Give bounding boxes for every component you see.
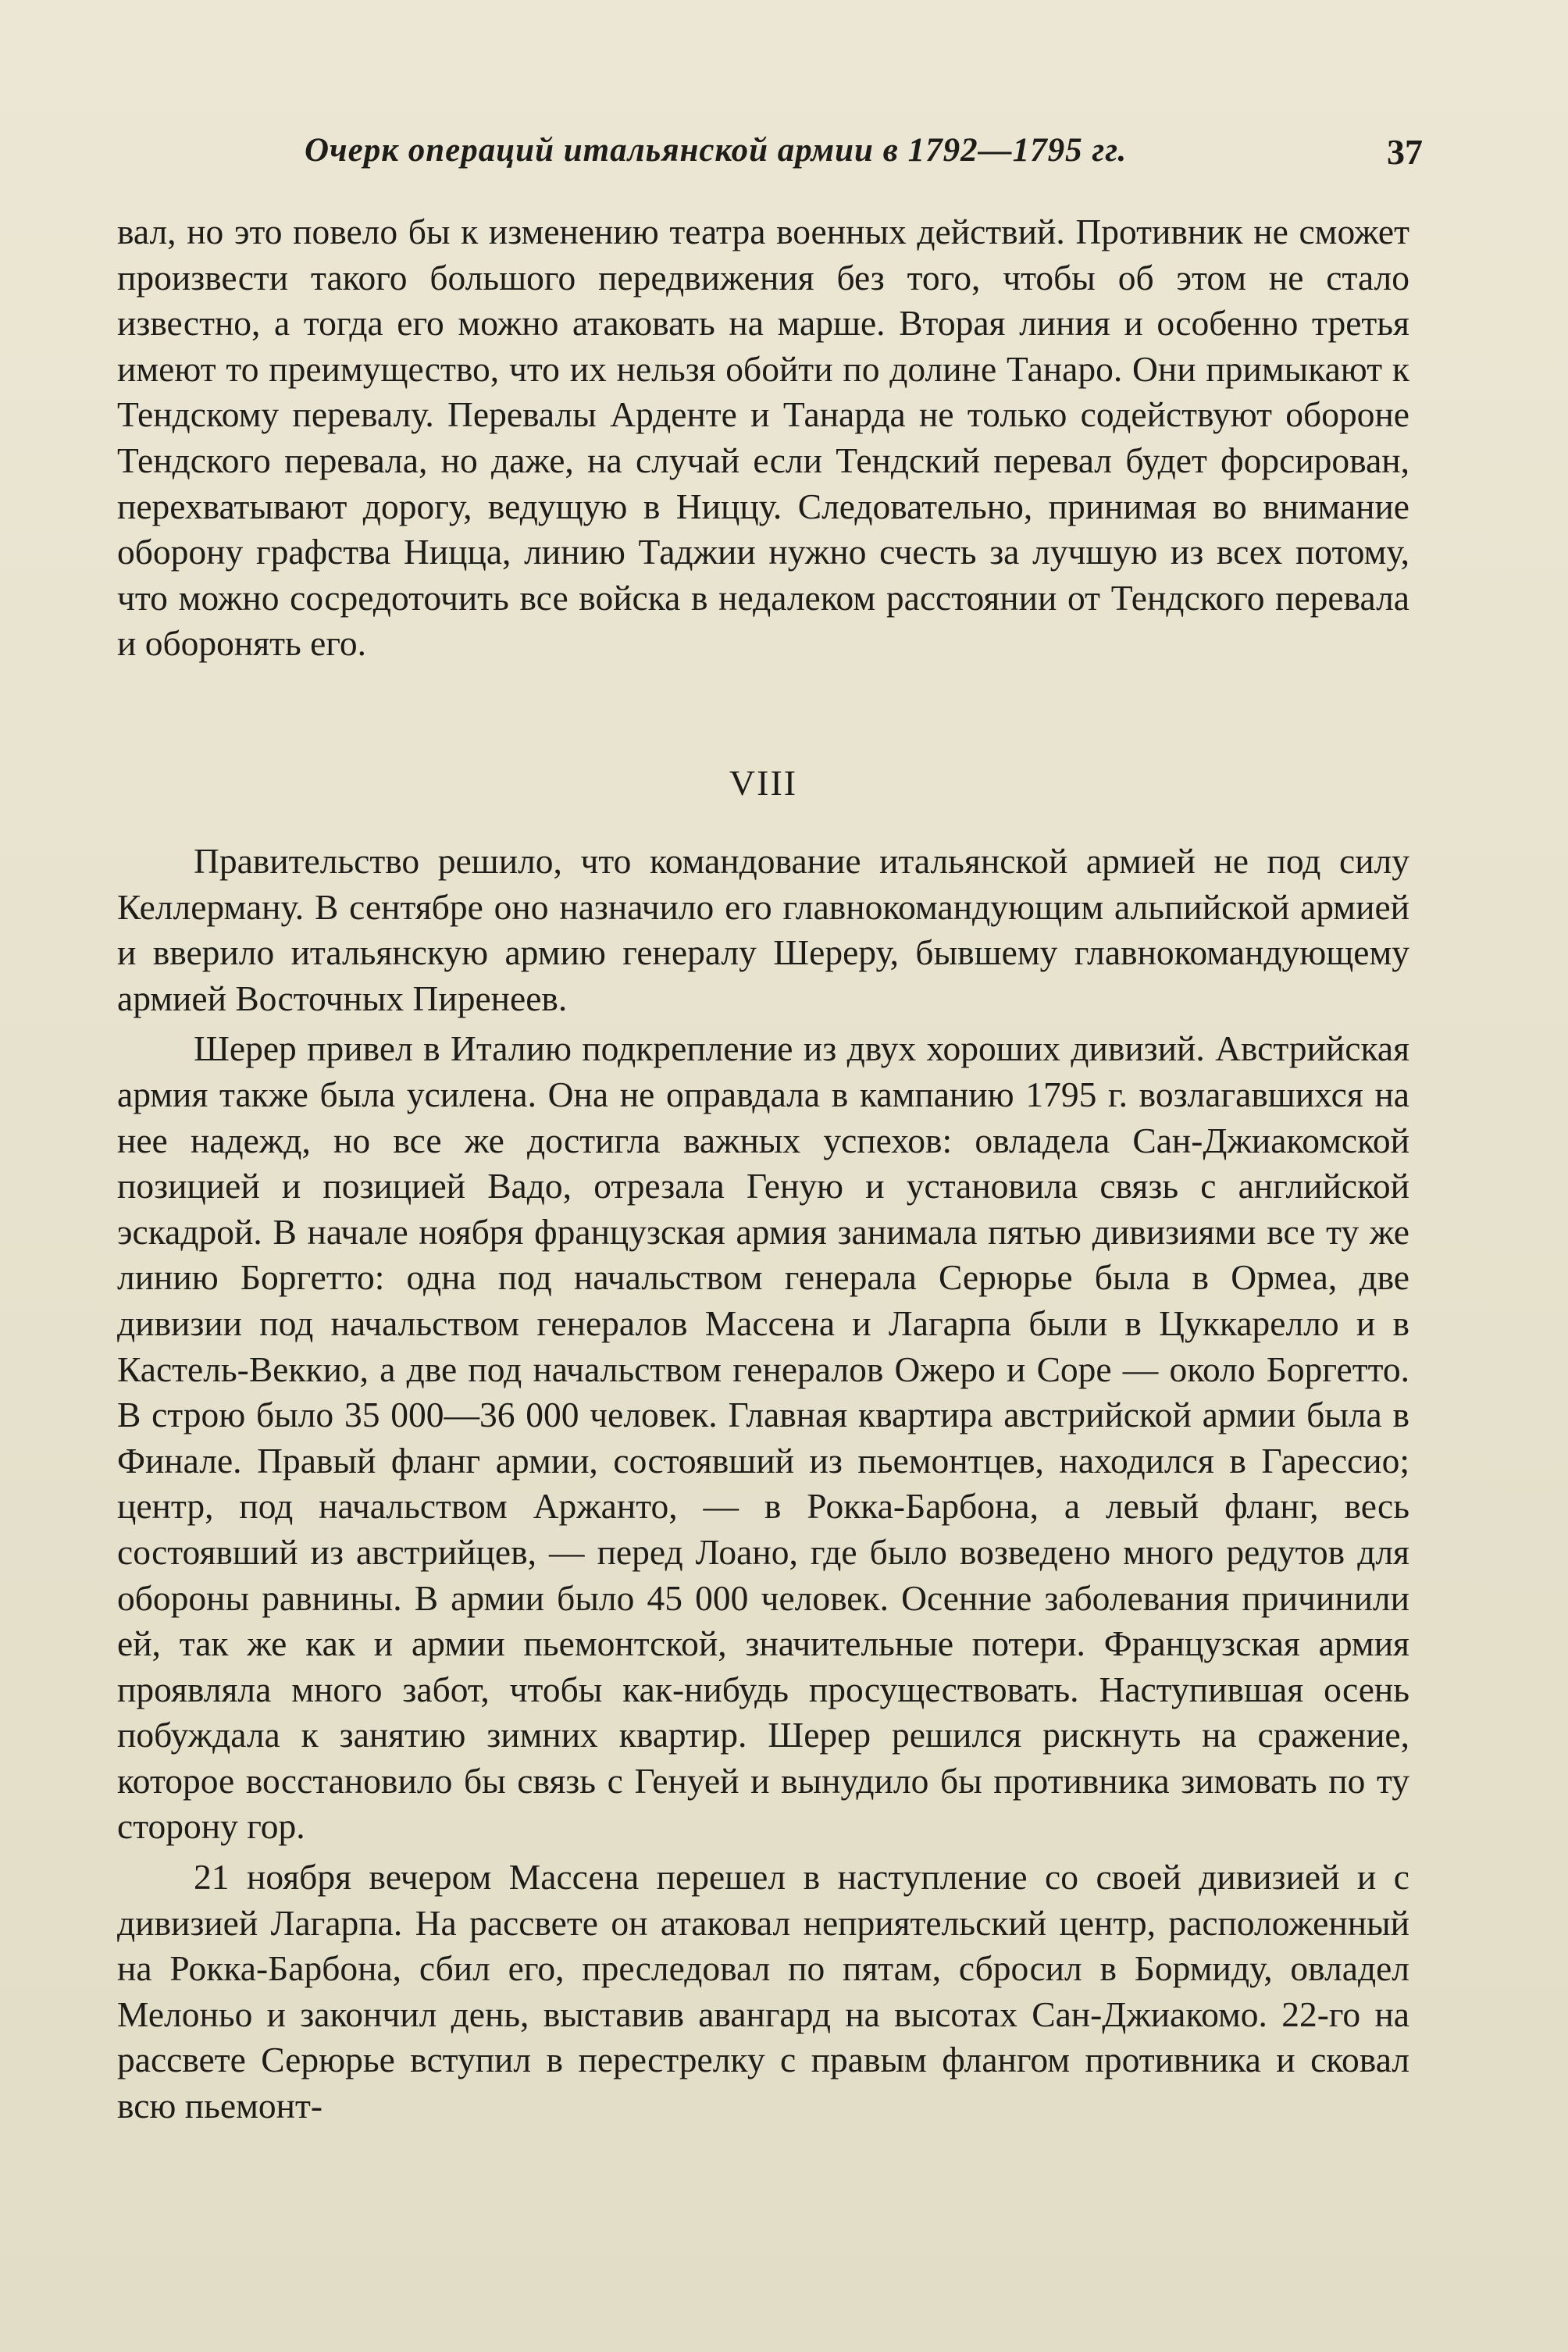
page-number: 37 xyxy=(1387,132,1423,172)
running-head xyxy=(117,131,1423,178)
running-title: Очерк операций итальянской армии в 1792—1795 гг. xyxy=(305,132,1128,169)
section-heading: VIII xyxy=(729,763,798,803)
paragraph: Шерер привел в Италию подкрепление из двух хороших дивизий. Австрийская армия также была усилена. Она не оправдала в кампанию 1795 г. возлагавшихся на нее надежд, но все же достигла важных успехов: овладела Сан-Джиакомской позицией и позицией Вадо, отрезала Геную и установила связь с английской эскадрой. В начале ноября французская армия занимала пятью дивизиями все ту же линию Боргетто: одна под начальством генерала Серюрье была в Ормеа, две дивизии под начальством генералов Массена и Лагарпа были в Цуккарелло и в Кастель-Веккио, а две под начальством генералов Ожеро и Соре — около Боргетто. В строю было 35 000—36 000 человек. Главная квартира австрийской армии была в Финале. Правый фланг армии, состоявший из пьемонтцев, находился в Гарессио; центр, под начальством Аржанто, — в Рокка-Барбона, а левый фланг, весь состоявший из австрийцев, — перед Лоано, где было возведено много редутов для обороны равнины. В армии было 45 000 человек. Осенние заболевания причинили ей, так же как и армии пьемонтской, значительные потери. Французская армия проявляла много забот, чтобы как-нибудь просуществовать. Наступившая осень побуждала к занятию зимних квартир. Шерер решился рискнуть на сражение, которое восстановило бы связь с Генуей и вынудило бы противника зимовать по ту сторону гор. xyxy=(117,1028,1409,1847)
section-text-block xyxy=(117,839,1409,2129)
paragraph-continued: вал, но это повело бы к изменению театра военных действий. Противник не сможет произвести такого большого передвижения без того, чтобы об этом не стало известно, а тогда его можно атаковать на марше. Вторая линия и особенно третья имеют то преимущество, что их нельзя обойти по долине Танаро. Они примыкают к Тендскому перевалу. Перевалы Арденте и Танарда не только содействуют обороне Тендского перевала, но даже, на случай если Тендский перевал будет форсирован, перехватывают дорогу, ведущую в Ниццу. Следовательно, принимая во внимание оборону графства Ницца, линию Таджии нужно счесть за лучшую из всех потому, что можно сосредоточить все войска в недалеком расстоянии от Тендского перевала и оборонять его. xyxy=(117,212,1409,664)
paragraph: Правительство решило, что командование итальянской армией не под силу Келлерману. В сентябре оно назначило его главнокомандующим альпийской армией и вверило итальянскую армию генералу Шереру, бывшему главнокомандующему армией Восточных Пиренеев. xyxy=(117,841,1409,1018)
continued-text-block xyxy=(117,209,1409,667)
paragraph: 21 ноября вечером Массена перешел в наступление со своей дивизией и с дивизией Лагарпа. На рассвете он атаковал неприятельский центр, расположенный на Рокка-Барбона, сбил его, преследовал по пятам, сбросил в Бормиду, овладел Мелоньо и закончил день, выставив авангард на высотах Сан-Джиакомо. 22-го на рассвете Серюрье вступил в перестрелку с правым флангом противника и сковал всю пьемонт- xyxy=(117,1857,1409,2126)
